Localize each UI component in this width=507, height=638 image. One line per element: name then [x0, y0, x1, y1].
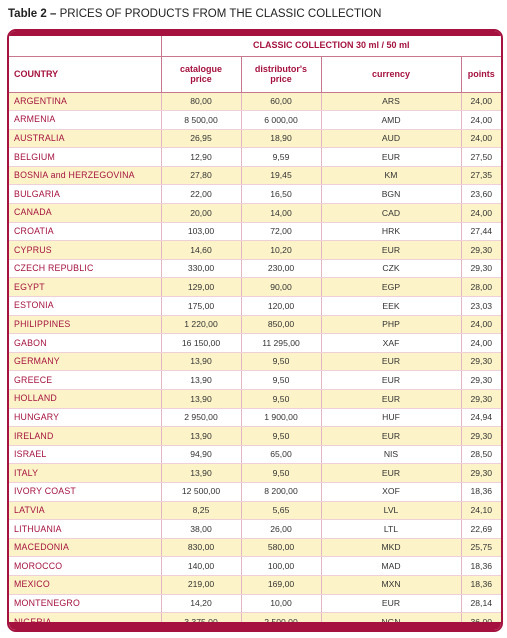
table-row	[9, 111, 501, 130]
catalogue-price-cell: 219,00	[161, 575, 241, 594]
catalogue-header-line1: catalogue	[179, 63, 222, 74]
distributor-price-cell: 9,50	[241, 464, 321, 483]
table-row	[9, 594, 501, 613]
catalogue-price-cell: 103,00	[161, 222, 241, 241]
country-cell: BELGIUM	[9, 148, 161, 167]
table-row	[9, 315, 501, 334]
catalogue-price-cell: 16 150,00	[161, 334, 241, 353]
table-row	[9, 204, 501, 223]
catalogue-price-cell: 13,90	[161, 352, 241, 371]
points-cell: 24,00	[461, 129, 501, 148]
currency-cell: EUR	[321, 352, 461, 371]
table-body	[9, 92, 501, 631]
country-cell: ISRAEL	[9, 445, 161, 464]
distributor-price-cell: 850,00	[241, 315, 321, 334]
table-row	[9, 501, 501, 520]
table-row	[9, 241, 501, 260]
points-cell: 29,30	[461, 371, 501, 390]
currency-cell: AUD	[321, 129, 461, 148]
distributor-price-cell: 6 000,00	[241, 111, 321, 130]
country-cell: CROATIA	[9, 222, 161, 241]
currency-cell: EEK	[321, 297, 461, 316]
table-row	[9, 222, 501, 241]
table-row	[9, 557, 501, 576]
collection-group-header: CLASSIC COLLECTION 30 ml / 50 ml	[161, 36, 501, 56]
country-cell: GERMANY	[9, 352, 161, 371]
table-number: Table 2	[8, 8, 47, 20]
points-cell: 23,03	[461, 297, 501, 316]
country-cell: PHILIPPINES	[9, 315, 161, 334]
catalogue-price-cell: 13,90	[161, 464, 241, 483]
country-cell: ITALY	[9, 464, 161, 483]
catalogue-price-cell: 27,80	[161, 166, 241, 185]
country-cell: HOLLAND	[9, 390, 161, 409]
currency-cell: EGP	[321, 278, 461, 297]
points-cell: 28,50	[461, 445, 501, 464]
points-cell: 24,00	[461, 334, 501, 353]
points-cell: 23,60	[461, 185, 501, 204]
table-row	[9, 185, 501, 204]
points-column-header: points	[461, 56, 501, 92]
points-cell: 27,50	[461, 148, 501, 167]
distributor-price-cell: 18,90	[241, 129, 321, 148]
table-row	[9, 278, 501, 297]
catalogue-price-cell: 22,00	[161, 185, 241, 204]
points-cell: 18,36	[461, 482, 501, 501]
catalogue-price-cell: 129,00	[161, 278, 241, 297]
distributor-price-cell: 580,00	[241, 538, 321, 557]
catalogue-price-cell: 12,90	[161, 148, 241, 167]
header-group-row	[9, 36, 501, 56]
points-cell: 22,69	[461, 520, 501, 539]
currency-cell: PHP	[321, 315, 461, 334]
points-cell: 29,30	[461, 427, 501, 446]
points-cell: 28,14	[461, 594, 501, 613]
currency-cell: CAD	[321, 204, 461, 223]
distributor-price-cell: 9,50	[241, 371, 321, 390]
points-cell: 27,44	[461, 222, 501, 241]
currency-cell: XAF	[321, 334, 461, 353]
catalogue-price-cell: 20,00	[161, 204, 241, 223]
points-cell: 29,30	[461, 352, 501, 371]
table-caption	[8, 8, 381, 20]
distributor-price-cell: 60,00	[241, 92, 321, 111]
distributor-price-cell: 14,00	[241, 204, 321, 223]
frame-bottom-band	[9, 622, 501, 630]
country-cell: CZECH REPUBLIC	[9, 259, 161, 278]
catalogue-price-cell: 2 950,00	[161, 408, 241, 427]
currency-cell: MXN	[321, 575, 461, 594]
currency-cell: AMD	[321, 111, 461, 130]
currency-cell: EUR	[321, 241, 461, 260]
distributor-price-cell: 169,00	[241, 575, 321, 594]
distributor-price-cell: 9,59	[241, 148, 321, 167]
distributor-price-cell: 72,00	[241, 222, 321, 241]
catalogue-price-cell: 12 500,00	[161, 482, 241, 501]
catalogue-price-cell: 830,00	[161, 538, 241, 557]
catalogue-price-cell: 13,90	[161, 390, 241, 409]
catalogue-price-cell: 175,00	[161, 297, 241, 316]
country-column-header: COUNTRY	[9, 56, 161, 92]
catalogue-price-cell: 1 220,00	[161, 315, 241, 334]
price-table-frame	[7, 29, 503, 632]
country-cell: IVORY COAST	[9, 482, 161, 501]
catalogue-price-cell: 140,00	[161, 557, 241, 576]
table-row	[9, 297, 501, 316]
distributor-price-cell: 5,65	[241, 501, 321, 520]
table-row	[9, 427, 501, 446]
country-cell: BULGARIA	[9, 185, 161, 204]
country-cell: LITHUANIA	[9, 520, 161, 539]
currency-cell: EUR	[321, 390, 461, 409]
catalogue-header-line2: price	[190, 74, 212, 84]
table-row	[9, 148, 501, 167]
points-cell: 24,00	[461, 111, 501, 130]
distributor-header-line1: distributor's	[254, 63, 308, 74]
currency-cell: NIS	[321, 445, 461, 464]
country-cell: LATVIA	[9, 501, 161, 520]
currency-cell: EUR	[321, 371, 461, 390]
distributor-price-cell: 65,00	[241, 445, 321, 464]
points-cell: 24,00	[461, 315, 501, 334]
currency-cell: CZK	[321, 259, 461, 278]
currency-cell: XOF	[321, 482, 461, 501]
country-cell: GABON	[9, 334, 161, 353]
currency-cell: MAD	[321, 557, 461, 576]
distributor-price-column-header	[241, 56, 321, 92]
table-row	[9, 445, 501, 464]
currency-cell: ARS	[321, 92, 461, 111]
distributor-price-cell: 16,50	[241, 185, 321, 204]
distributor-price-cell: 26,00	[241, 520, 321, 539]
table-row	[9, 371, 501, 390]
currency-cell: LTL	[321, 520, 461, 539]
table-row	[9, 259, 501, 278]
catalogue-price-cell: 8,25	[161, 501, 241, 520]
country-cell: MOROCCO	[9, 557, 161, 576]
table-row	[9, 538, 501, 557]
header-blank-cell	[9, 36, 161, 56]
currency-cell: BGN	[321, 185, 461, 204]
distributor-price-cell: 1 900,00	[241, 408, 321, 427]
country-cell: MEXICO	[9, 575, 161, 594]
country-cell: EGYPT	[9, 278, 161, 297]
distributor-price-cell: 19,45	[241, 166, 321, 185]
catalogue-price-cell: 38,00	[161, 520, 241, 539]
catalogue-price-cell: 94,90	[161, 445, 241, 464]
country-cell: ESTONIA	[9, 297, 161, 316]
country-cell: MACEDONIA	[9, 538, 161, 557]
country-cell: IRELAND	[9, 427, 161, 446]
catalogue-price-column-header	[161, 56, 241, 92]
catalogue-price-cell: 330,00	[161, 259, 241, 278]
distributor-price-cell: 8 200,00	[241, 482, 321, 501]
distributor-price-cell: 9,50	[241, 352, 321, 371]
currency-cell: HRK	[321, 222, 461, 241]
currency-cell: MKD	[321, 538, 461, 557]
table-row	[9, 334, 501, 353]
currency-cell: HUF	[321, 408, 461, 427]
table-row	[9, 464, 501, 483]
points-cell: 29,30	[461, 259, 501, 278]
points-cell: 24,10	[461, 501, 501, 520]
country-cell: BOSNIA and HERZEGOVINA	[9, 166, 161, 185]
table-row	[9, 166, 501, 185]
catalogue-price-cell: 14,60	[161, 241, 241, 260]
price-table	[9, 36, 501, 632]
distributor-price-cell: 120,00	[241, 297, 321, 316]
catalogue-price-cell: 13,90	[161, 427, 241, 446]
country-cell: HUNGARY	[9, 408, 161, 427]
country-cell: CYPRUS	[9, 241, 161, 260]
currency-cell: EUR	[321, 148, 461, 167]
points-cell: 28,00	[461, 278, 501, 297]
currency-cell: EUR	[321, 594, 461, 613]
currency-cell: EUR	[321, 464, 461, 483]
country-cell: MONTENEGRO	[9, 594, 161, 613]
country-cell: GREECE	[9, 371, 161, 390]
points-cell: 29,30	[461, 390, 501, 409]
distributor-header-line2: price	[270, 74, 292, 84]
distributor-price-cell: 9,50	[241, 427, 321, 446]
distributor-price-cell: 90,00	[241, 278, 321, 297]
currency-cell: KM	[321, 166, 461, 185]
distributor-price-cell: 230,00	[241, 259, 321, 278]
points-cell: 24,94	[461, 408, 501, 427]
table-row	[9, 575, 501, 594]
table-row	[9, 520, 501, 539]
catalogue-price-cell: 13,90	[161, 371, 241, 390]
table-row	[9, 482, 501, 501]
table-title: PRICES OF PRODUCTS FROM THE CLASSIC COLLECTION	[59, 8, 382, 20]
table-row	[9, 352, 501, 371]
caption-dash: –	[46, 8, 60, 20]
points-cell: 18,36	[461, 557, 501, 576]
table-row	[9, 390, 501, 409]
country-cell: ARGENTINA	[9, 92, 161, 111]
points-cell: 27,35	[461, 166, 501, 185]
table-row	[9, 408, 501, 427]
catalogue-price-cell: 80,00	[161, 92, 241, 111]
points-cell: 24,00	[461, 92, 501, 111]
table-row	[9, 92, 501, 111]
points-cell: 18,36	[461, 575, 501, 594]
distributor-price-cell: 9,50	[241, 390, 321, 409]
distributor-price-cell: 10,20	[241, 241, 321, 260]
distributor-price-cell: 10,00	[241, 594, 321, 613]
table-row	[9, 129, 501, 148]
distributor-price-cell: 100,00	[241, 557, 321, 576]
currency-cell: EUR	[321, 427, 461, 446]
currency-column-header: currency	[321, 56, 461, 92]
country-cell: AUSTRALIA	[9, 129, 161, 148]
header-row	[9, 56, 501, 92]
catalogue-price-cell: 8 500,00	[161, 111, 241, 130]
points-cell: 24,00	[461, 204, 501, 223]
points-cell: 25,75	[461, 538, 501, 557]
catalogue-price-cell: 26,95	[161, 129, 241, 148]
points-cell: 29,30	[461, 464, 501, 483]
country-cell: CANADA	[9, 204, 161, 223]
distributor-price-cell: 11 295,00	[241, 334, 321, 353]
currency-cell: LVL	[321, 501, 461, 520]
points-cell: 29,30	[461, 241, 501, 260]
country-cell: ARMENIA	[9, 111, 161, 130]
catalogue-price-cell: 14,20	[161, 594, 241, 613]
